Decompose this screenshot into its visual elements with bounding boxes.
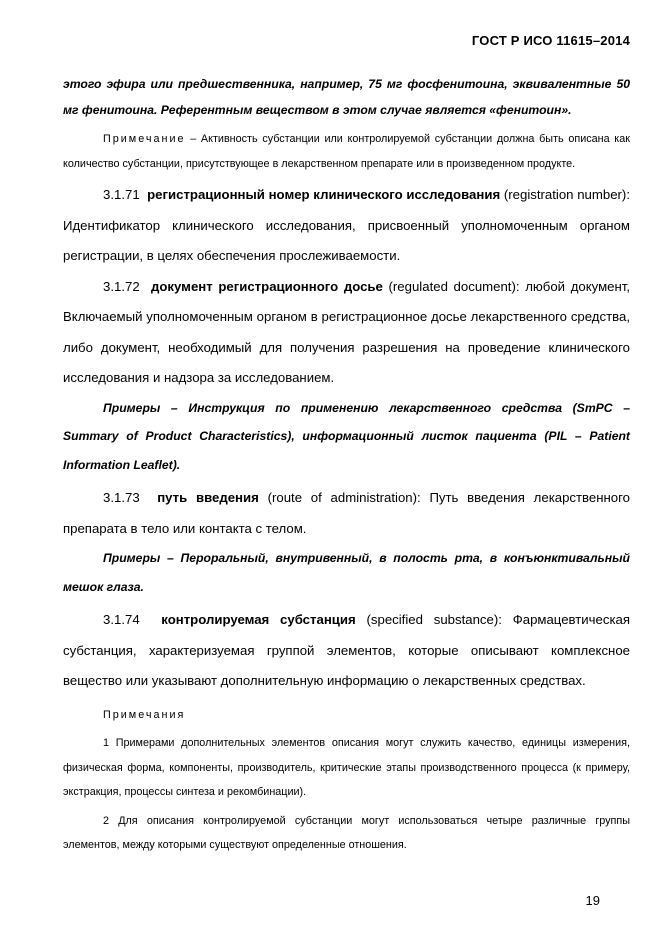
note-1 — [63, 127, 630, 176]
section-3-1-74-text: (specified substance): Фармацевтическая субстанция, характеризуемая группой элементов, которые описывают комплексное вещество или указывают дополнительную информацию о лекарственных средствах. — [63, 612, 630, 688]
section-3-1-74 — [63, 605, 630, 697]
section-3-1-71-term: регистрационный номер клинического исследования — [147, 187, 501, 202]
section-3-1-73-number: 3.1.73 — [103, 490, 140, 505]
continuation-paragraph: этого эфира или предшественника, например, 75 мг фосфенитоина, эквивалентные 50 мг фенитоина. Референтным веществом в этом случае является «фенитоин». — [63, 77, 630, 117]
section-3-1-73-text: (route of administration): Путь введения лекарственного препарата в тело или контакта с телом. — [63, 490, 630, 536]
note-1-text: – Активность субстанции или контролируемой субстанции должна быть описана как количество субстанции, присутствующее в лекарственном препарате или в произведенном продукте. — [63, 133, 630, 170]
section-3-1-71 — [63, 180, 630, 272]
note-1-label: Примечание — [103, 133, 186, 145]
document-header: ГОСТ Р ИСО 11615–2014 — [471, 33, 630, 48]
notes-2-label-line — [63, 703, 630, 728]
notes-2-item-1: 1 Примерами дополнительных элементов описания могут служить качество, единицы измерения, физическая форма, компоненты, производитель, критические этапы производственного процесса (к примеру, экстракция, процессы синтеза и рекомбинации). — [63, 737, 630, 798]
section-3-1-73-term: путь введения — [157, 490, 259, 505]
section-3-1-74-number: 3.1.74 — [103, 612, 140, 627]
section-3-1-73 — [63, 483, 630, 544]
section-3-1-72-term: документ регистрационного досье — [151, 278, 383, 294]
page-number: 19 — [585, 893, 600, 908]
notes-2-item-2: 2 Для описания контролируемой субстанции могут использоваться четыре различные группы элементов, между которыми существуют определенные отношения. — [63, 814, 630, 851]
section-3-1-73-examples: Примеры – Пероральный, внутривенный, в полость рта, в конъюнктивальный мешок глаза. — [63, 551, 630, 594]
section-3-1-74-term: контролируемая субстанция — [161, 612, 356, 627]
section-3-1-72-number: 3.1.72 — [103, 278, 140, 294]
section-3-1-71-text: (registration number): Идентификатор клинического исследования, присвоенный уполномоченным органом регистрации, в целях обеспечения прослеживаемости. — [63, 187, 630, 263]
page-content — [63, 71, 630, 858]
notes-2-label: Примечания — [103, 708, 186, 721]
section-3-1-71-number: 3.1.71 — [103, 187, 140, 202]
section-3-1-72 — [63, 272, 630, 394]
section-3-1-72-text: (regulated document): любой документ, Включаемый уполномоченным органом в регистрационное досье лекарственного средства, либо документ, необходимый для получения разрешения на проведение клинического исследования и надзора за исследованием. — [63, 278, 631, 385]
section-3-1-72-examples: Примеры – Инструкция по применению лекарственного средства (SmPC – Summary of Product Characteristics), информационный листок пациента (PIL – Patient Information Leaflet). — [63, 400, 630, 472]
